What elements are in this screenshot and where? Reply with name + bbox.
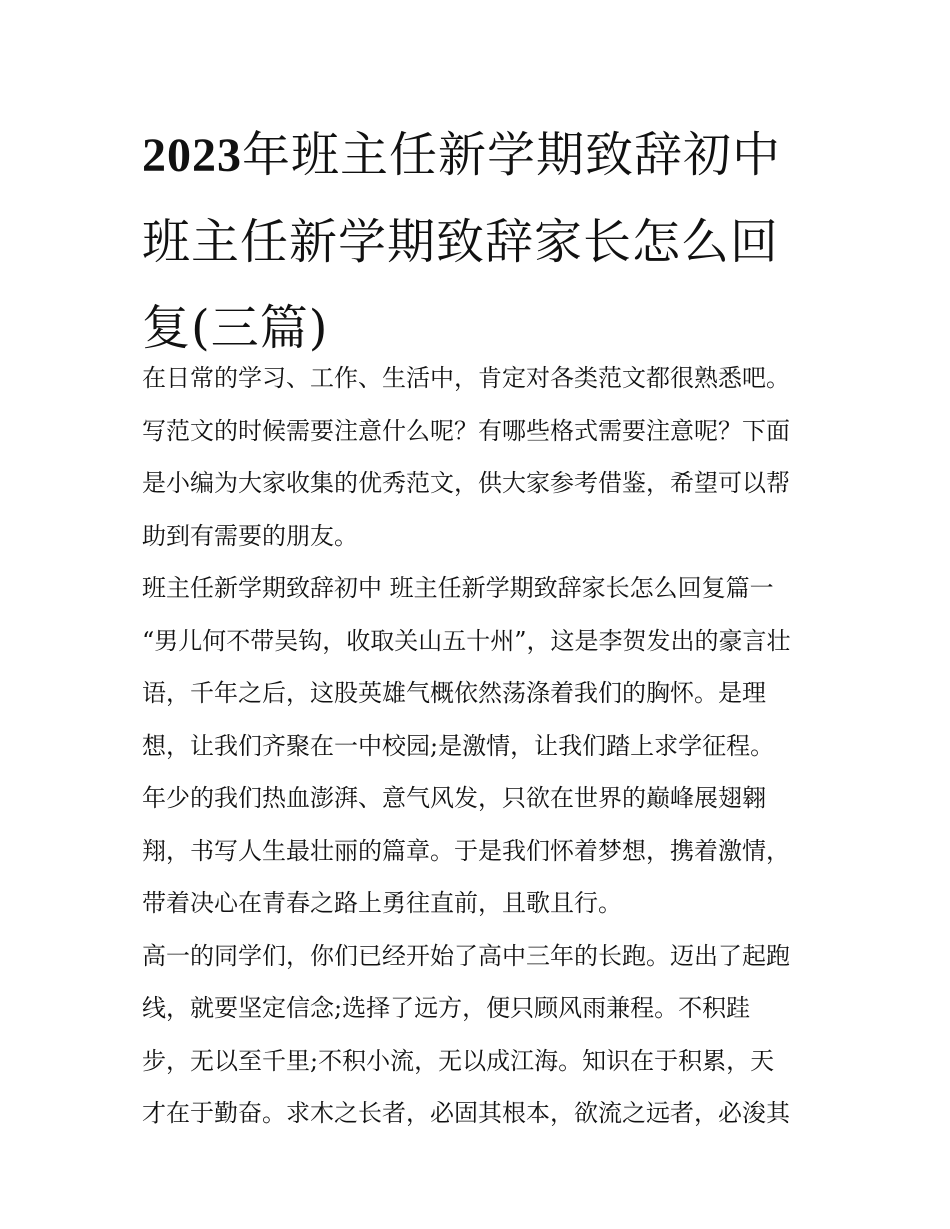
title-line <box>142 199 822 285</box>
body-line: 助到有需要的朋友。 <box>142 521 358 550</box>
body-line: 年少的我们热血澎湃、意气风发，只欲在世界的巅峰展翅翱 <box>142 784 766 812</box>
body-line: 线，就要坚定信念;选择了远方，便只顾风雨兼程。不积跬 <box>142 994 751 1022</box>
title-line <box>142 112 822 199</box>
body-line: 语，千年之后，这股英雄气概依然荡涤着我们的胸怀。是理 <box>142 679 766 707</box>
body-line: 高一的同学们，你们已经开始了高中三年的长跑。迈出了起跑 <box>142 941 790 970</box>
body-line: 步，无以至千里;不积小流，无以成江海。知识在于积累，天 <box>142 1046 775 1075</box>
body-line: 想，让我们齐聚在一中校园;是激情，让我们踏上求学征程。 <box>142 731 775 760</box>
body-line: 是小编为大家收集的优秀范文，供大家参考借鉴，希望可以帮 <box>142 469 790 497</box>
title-text: 年班主任新学期致辞初中 <box>242 127 782 183</box>
title-text: 复(三篇) <box>142 300 329 356</box>
title-text: 班主任新学期致辞家长怎么回 <box>142 214 780 270</box>
title-year: 2023 <box>142 129 242 182</box>
body-line: 带着决心在青春之路上勇往直前，且歌且行。 <box>142 889 622 917</box>
body-line: 写范文的时候需要注意什么呢？有哪些格式需要注意呢？下面 <box>142 416 790 445</box>
document-body <box>142 352 822 1140</box>
body-line: “男儿何不带吴钩，收取关山五十州”，这是李贺发出的豪言壮 <box>142 626 791 655</box>
body-line: 在日常的学习、工作、生活中，肯定对各类范文都很熟悉吧。 <box>142 364 790 392</box>
document-title <box>142 112 822 371</box>
section-heading: 班主任新学期致辞初中 班主任新学期致辞家长怎么回复篇一 <box>142 574 774 602</box>
body-line: 才在于勤奋。求木之长者，必固其根本，欲流之远者，必浚其 <box>142 1099 790 1127</box>
body-line: 翔，书写人生最壮丽的篇章。于是我们怀着梦想，携着激情， <box>142 836 790 865</box>
